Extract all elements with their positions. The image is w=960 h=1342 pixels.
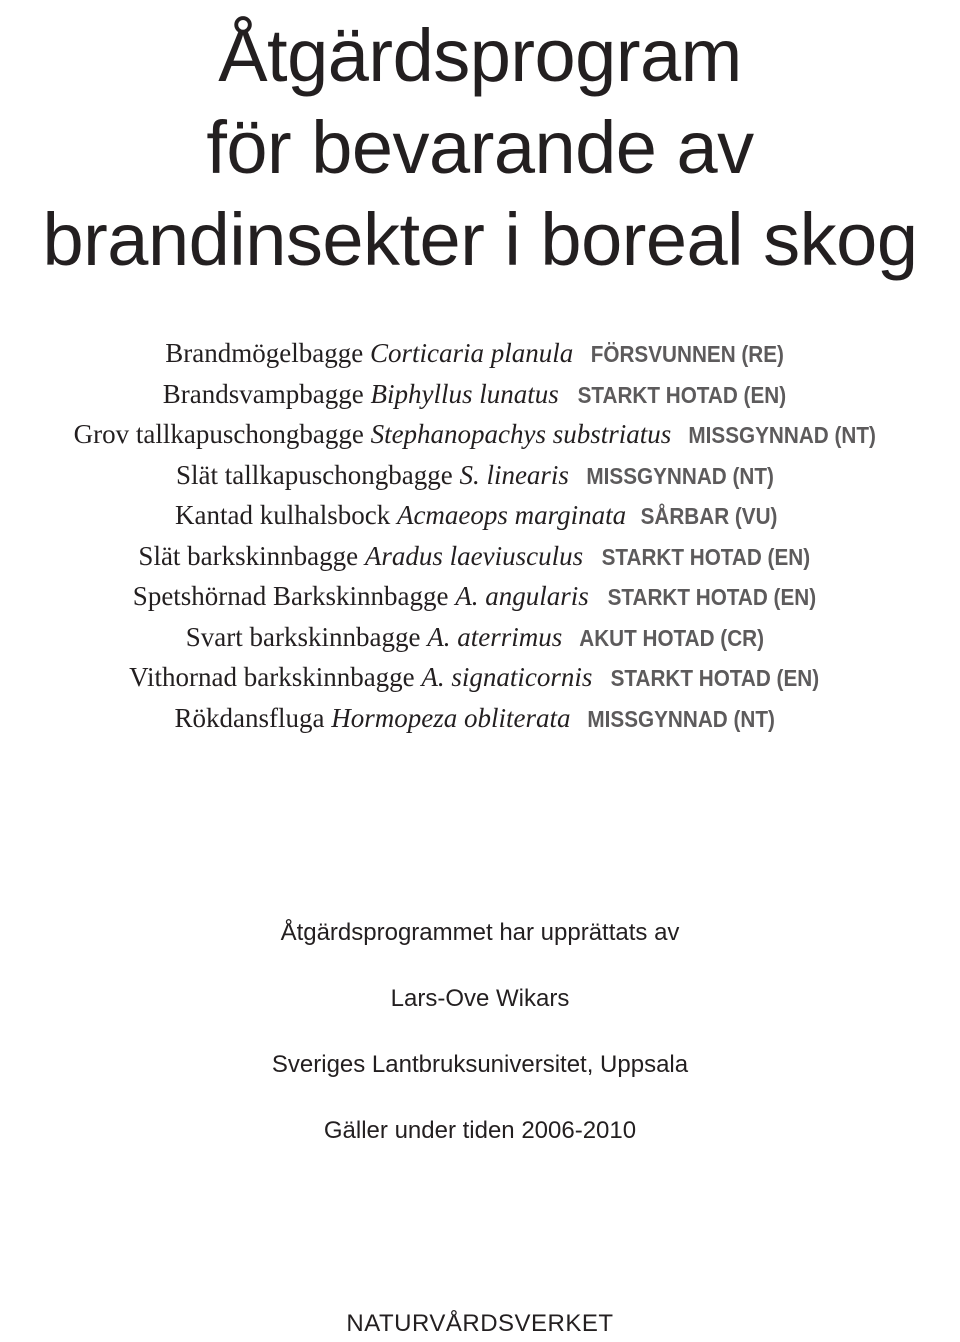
species-item xyxy=(0,333,960,374)
institution-name: Sveriges Lantbruksuniversitet, Uppsala xyxy=(271,1051,689,1078)
species-status: STARKT HOTAD (EN) xyxy=(577,381,786,408)
species-item xyxy=(0,536,960,577)
species-item xyxy=(0,576,960,617)
species-latin-name: Acmaeops marginata xyxy=(396,500,627,530)
species-latin-name: Hormopeza obliterata xyxy=(331,702,571,733)
species-common-name: Vithornad barkskinnbagge xyxy=(129,662,415,692)
title-line-1: Åtgärdsprogram xyxy=(218,14,742,97)
species-common-name: Grov tallkapuschongbagge xyxy=(73,419,364,449)
species-common-name: Brandsvampbagge xyxy=(162,378,364,409)
species-latin-name: A. signaticornis xyxy=(421,662,593,692)
species-item xyxy=(0,495,960,536)
species-item xyxy=(0,374,960,415)
credits-block xyxy=(0,910,960,1174)
species-status: FÖRSVUNNEN (RE) xyxy=(590,341,784,367)
species-item xyxy=(0,414,960,455)
species-status: MISSGYNNAD (NT) xyxy=(587,705,776,732)
species-common-name: Slät barkskinnbagge xyxy=(138,540,359,571)
species-status: MISSGYNNAD (NT) xyxy=(586,462,774,489)
species-status: STARKT HOTAD (EN) xyxy=(601,543,810,570)
author-name: Lars-Ove Wikars xyxy=(390,985,570,1012)
publisher-name: NATURVÅRDSVERKET xyxy=(346,1310,614,1337)
species-common-name: Brandmögelbagge xyxy=(165,338,364,368)
species-latin-name: Aradus laeviusculus xyxy=(364,540,584,571)
species-common-name: Kantad kulhalsbock xyxy=(175,500,391,530)
species-list xyxy=(0,333,960,738)
species-latin-name: S. linearis xyxy=(459,459,569,490)
title-line-3: brandinsekter i boreal skog xyxy=(42,198,918,281)
species-latin-name: A. angularis xyxy=(455,581,589,611)
species-status: AKUT HOTAD (CR) xyxy=(579,624,764,651)
species-status: SÅRBAR (VU) xyxy=(640,503,778,529)
species-common-name: Spetshörnad Barkskinnbagge xyxy=(132,581,449,611)
species-item xyxy=(0,455,960,496)
species-latin-name: A. aterrimus xyxy=(427,621,563,652)
species-status: MISSGYNNAD (NT) xyxy=(688,422,876,448)
species-status: STARKT HOTAD (EN) xyxy=(607,584,816,610)
prepared-by-label: Åtgärdsprogrammet har upprättats av xyxy=(280,919,680,946)
species-latin-name: Stephanopachys substriatus xyxy=(370,419,672,449)
species-common-name: Slät tallkapuschongbagge xyxy=(176,459,453,490)
species-latin-name: Corticaria planula xyxy=(370,338,574,368)
species-common-name: Rökdansfluga xyxy=(174,702,325,733)
species-status: STARKT HOTAD (EN) xyxy=(610,665,820,691)
species-latin-name: Biphyllus lunatus xyxy=(370,378,559,409)
species-item xyxy=(0,657,960,698)
page-title xyxy=(0,10,960,286)
species-item xyxy=(0,617,960,658)
species-item xyxy=(0,698,960,739)
species-common-name: Svart barkskinnbagge xyxy=(185,621,421,652)
title-line-2: för bevarande av xyxy=(206,106,754,189)
validity-period: Gäller under tiden 2006-2010 xyxy=(323,1117,637,1144)
